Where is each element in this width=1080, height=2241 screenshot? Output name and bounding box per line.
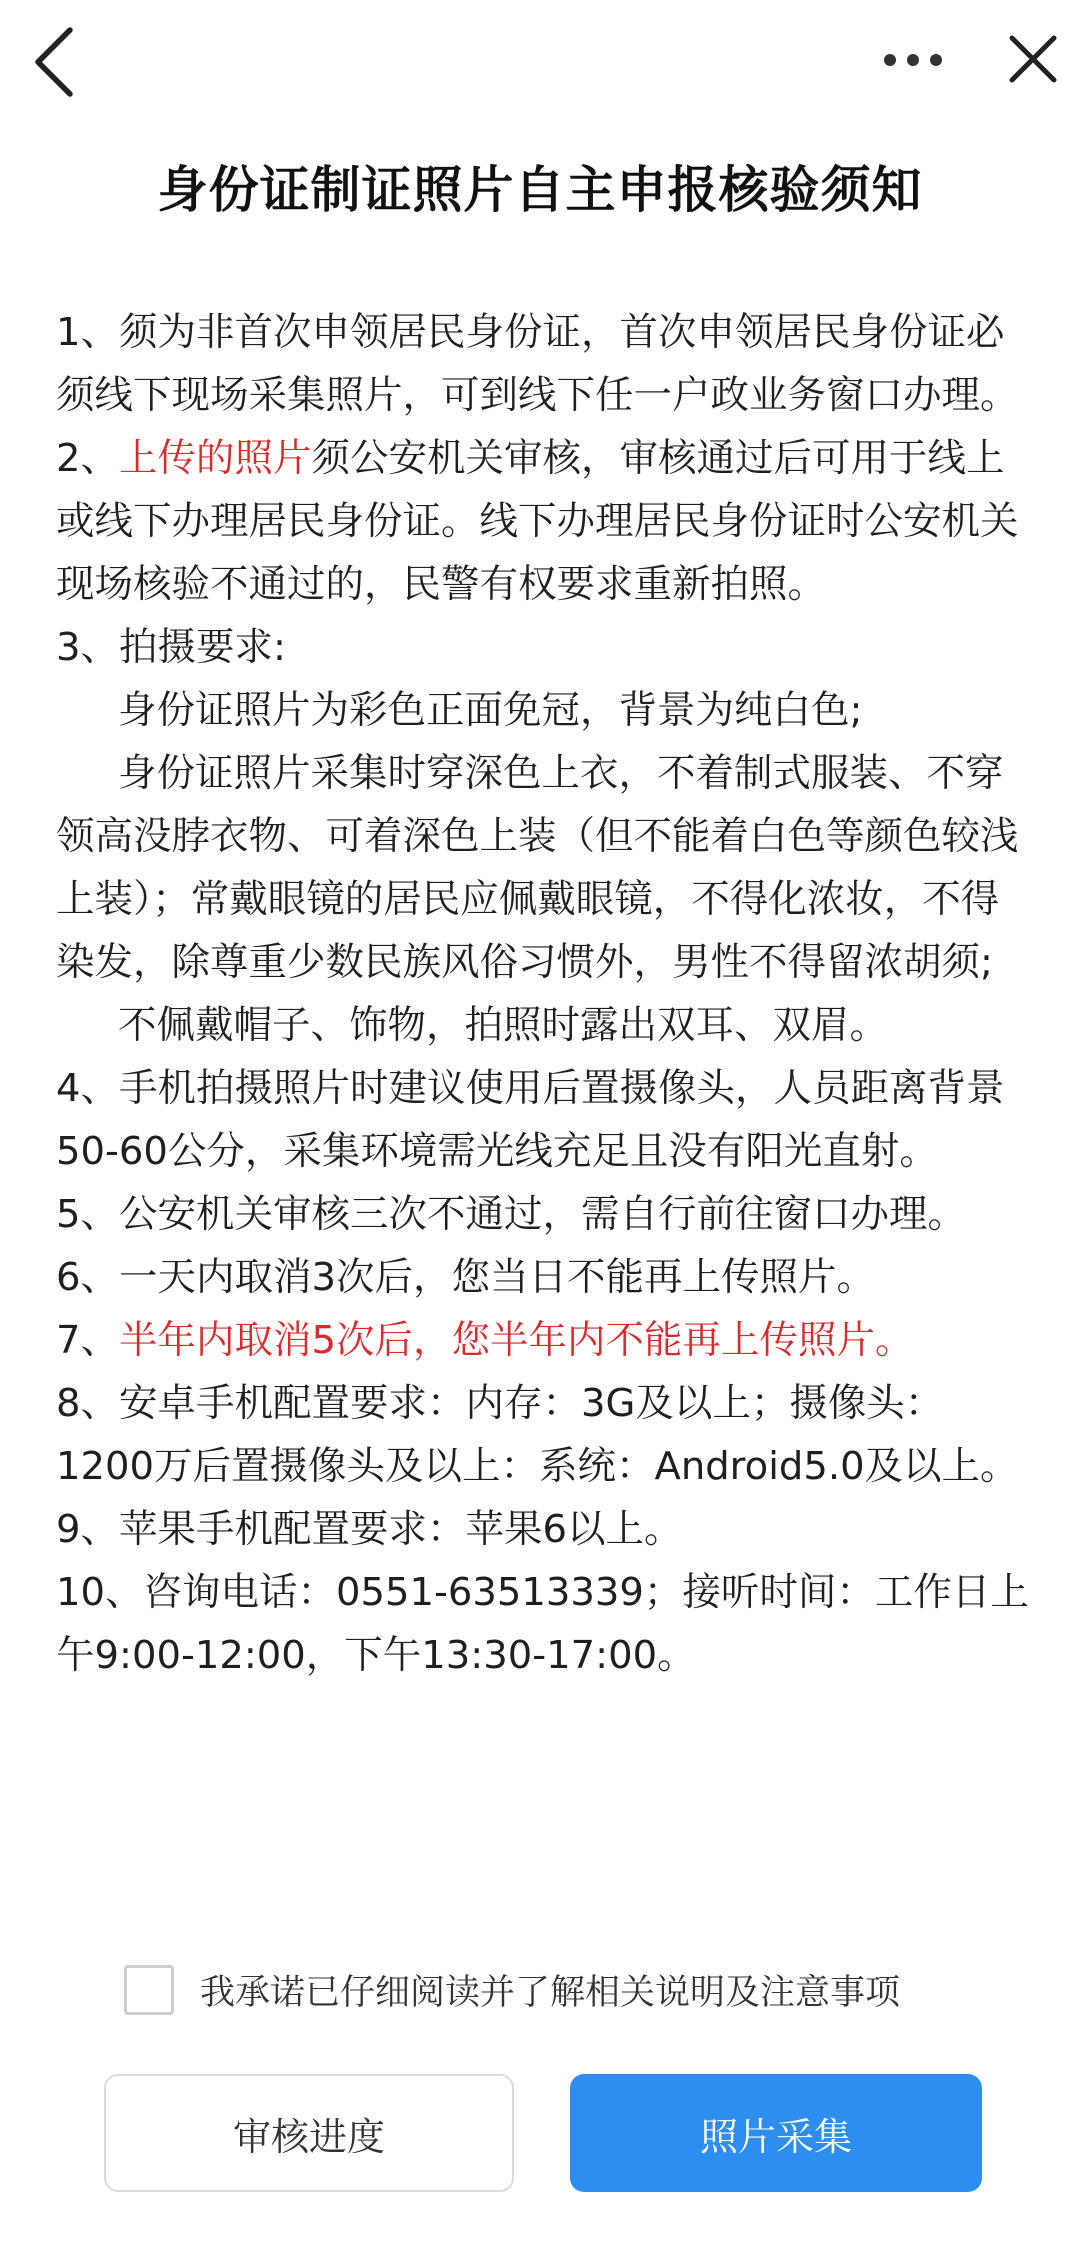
notice-item-7-highlight: 半年内取消5次后，您半年内不能再上传照片。 [119, 1318, 914, 1363]
notice-item-1: 1、须为非首次申领居民身份证，首次申领居民身份证必须线下现场采集照片，可到线下任一户政业务窗口办理。 [56, 310, 1019, 418]
notice-item-7-prefix: 7、 [56, 1318, 119, 1363]
chevron-left-icon [22, 22, 92, 102]
photo-capture-button[interactable]: 照片采集 [570, 2074, 982, 2192]
notice-item-3-sub-1: 身份证照片为彩色正面免冠，背景为纯白色; [118, 688, 863, 733]
back-button[interactable] [22, 22, 92, 102]
notice-item-9: 9、苹果手机配置要求：苹果6以上。 [56, 1507, 683, 1552]
notice-item-3-sub-2: 身份证照片采集时穿深色上衣，不着制式服装、不穿领高没脖衣物、可着深色上装（但不能着白色等颜色较浅上装）；常戴眼镜的居民应佩戴眼镜，不得化浓妆，不得染发，除尊重少数民族风俗习惯外，男性不得留浓胡须; [56, 751, 1019, 985]
notice-item-10: 10、咨询电话：0551-63513339；接听时间：工作日上午9:00-12:00，下午13:30-17:00。 [56, 1570, 1029, 1678]
notice-content [56, 301, 1036, 1687]
notice-item-3: 3、拍摄要求: [56, 625, 286, 670]
close-icon [1000, 26, 1066, 92]
notice-item-7 [56, 1309, 1036, 1372]
top-bar [0, 0, 1080, 120]
notice-item-2-prefix: 2、 [56, 436, 119, 481]
notice-item-8: 8、安卓手机配置要求：内存：3G及以上；摄像头：1200万后置摄像头及以上：系统：Android5.0及以上。 [56, 1381, 1019, 1489]
close-button[interactable] [1000, 26, 1066, 92]
notice-item-4: 4、手机拍摄照片时建议使用后置摄像头，人员距离背景50-60公分，采集环境需光线充足且没有阳光直射。 [56, 1066, 1005, 1174]
agreement-checkbox[interactable] [124, 1965, 174, 2015]
notice-item-6: 6、一天内取消3次后，您当日不能再上传照片。 [56, 1255, 875, 1300]
agreement-row [124, 1960, 900, 2020]
review-progress-button[interactable]: 审核进度 [104, 2074, 514, 2192]
page-title: 身份证制证照片自主申报核验须知 [157, 161, 923, 219]
notice-item-2 [56, 427, 1036, 616]
agreement-label[interactable]: 我承诺已仔细阅读并了解相关说明及注意事项 [200, 1973, 901, 2013]
notice-item-3-sub-3: 不佩戴帽子、饰物，拍照时露出双耳、双眉。 [118, 1003, 889, 1048]
notice-item-2-highlight: 上传的照片 [119, 436, 312, 481]
more-button[interactable] [868, 30, 958, 90]
notice-item-5: 5、公安机关审核三次不通过，需自行前往窗口办理。 [56, 1192, 966, 1237]
more-horizontal-icon [868, 30, 958, 90]
notice-item-2-text: 须公安机关审核，审核通过后可用于线上或线下办理居民身份证。线下办理居民身份证时公安机关现场核验不通过的，民警有权要求重新拍照。 [56, 436, 1019, 607]
